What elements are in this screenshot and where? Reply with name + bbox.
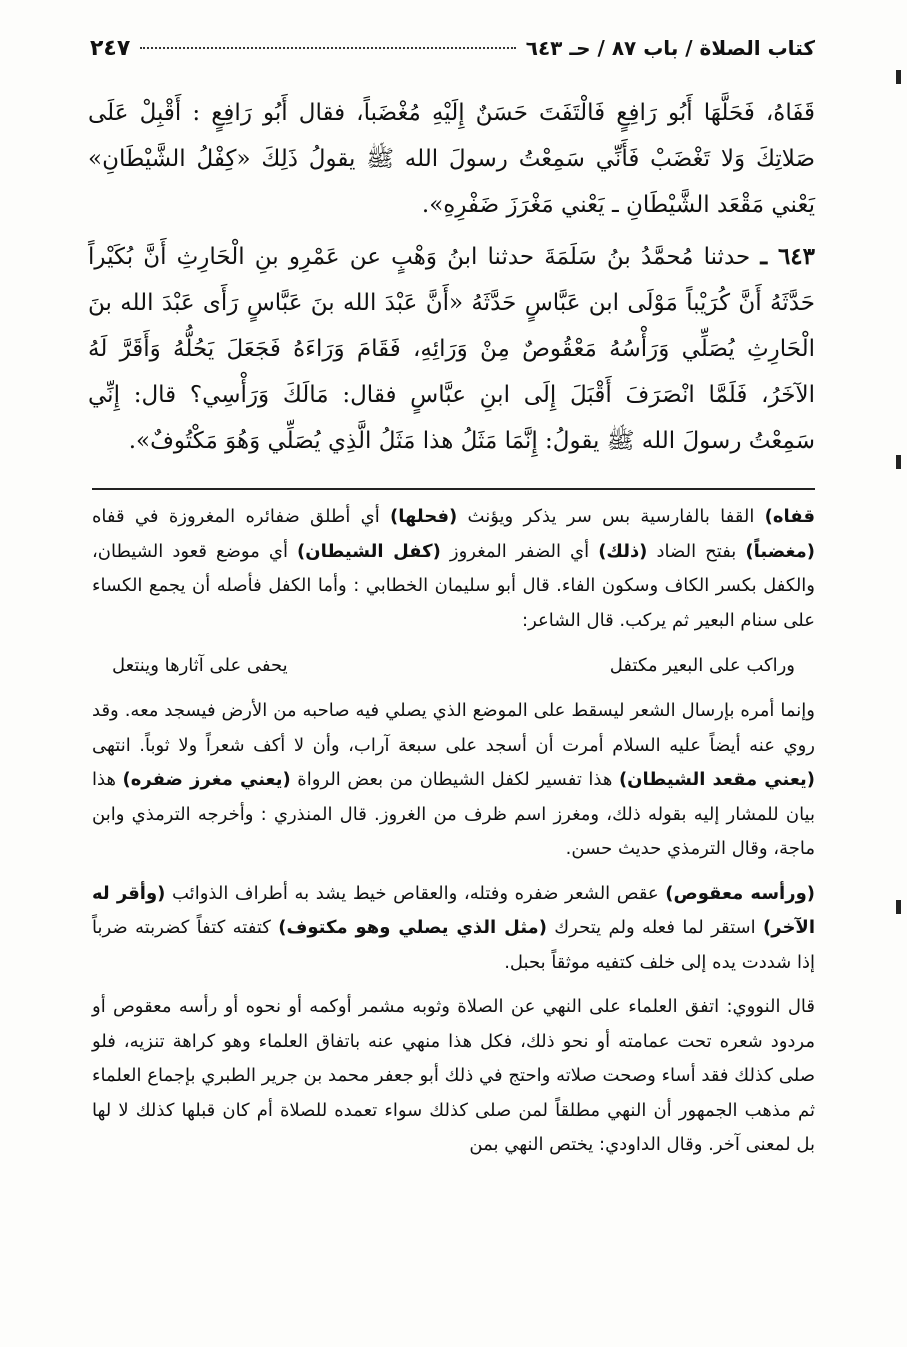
commentary-section — [92, 500, 815, 1173]
term-qafah: قفاه) — [764, 506, 815, 527]
hadith-paragraph-2 — [88, 234, 815, 464]
page-number: ٢٤٧ — [90, 35, 131, 61]
poem-verse — [92, 648, 815, 684]
commentary-text: القفا بالفارسية بس سر يذكر ويؤنث — [457, 506, 765, 527]
hadith-body: حدثنا مُحمَّدُ بنُ سَلَمَةَ حدثنا ابنُ وَهْبٍ عن عَمْرِو بنِ الْحَارِثِ أَنَّ بُكَيْراً حَدَّثَهُ أَنَّ كُرَيْباً مَوْلَى ابن عَبَّاسٍ حَدَّثَهُ «أَنَّ عَبْدَ الله بنَ عَبَّاسٍ رَأَى عَبْدَ الله بنَ الْحَارِثِ يُصَلِّي وَرَأْسُهُ مَعْقُوصٌ مِنْ وَرَائِهِ، فَقَامَ وَرَاءَهُ فَجَعَلَ يَحُلُّهُ وَأَقَرَّ لَهُ الآخَرُ، فَلَمَّا انْصَرَفَ أَقْبَلَ إِلَى ابنِ عبَّاسٍ فقال: مَالَكَ وَرَأْسِي؟ قال: إِنِّي سَمِعْتُ رسولَ الله ﷺ يقولُ: إِنَّمَا مَثَلُ هذا مَثَلُ الَّذِي يُصَلِّي وَهُوَ مَكْتُوفٌ». — [88, 244, 815, 454]
commentary-text: هذا بيان للمشار إليه بقوله ذلك، ومغرز اسم ظرف من الغروز. قال المنذري : وأخرجه الترمذي وابن ماجة، وقال الترمذي حديث حسن. — [92, 769, 815, 859]
page-header — [90, 28, 815, 68]
dotted-leader — [140, 47, 515, 49]
hadith-number: ٦٤٣ ـ — [760, 243, 816, 270]
commentary-paragraph-4: قال النووي: اتفق العلماء على النهي عن الصلاة وثوبه مشمر أوكمه أو نحوه أو رأسه معقوص أو مردود شعره تحت عمامته أو نحو ذلك، فكل هذا منهي عنه باتفاق العلماء وهو كراهة تنزيه، فلو صلى كذلك فقد أساء وصحت صلاته واحتج في ذلك أبو جعفر محمد بن جرير الطبري بإجماع العلماء ثم مذهب الجمهور أن النهي مطلقاً لمن صلى كذلك سواء تعمده للصلاة أم كان قبلها كذلك لا لها بل لمعنى آخر. وقال الداودي: يختص النهي بمن — [92, 996, 815, 1155]
commentary-paragraph-1 — [92, 500, 815, 638]
running-head: كتاب الصلاة / باب ٨٧ / حـ ٦٤٣ — [525, 36, 815, 60]
term-mathal-alladhi: (مثل الذي يصلي وهو مكتوف) — [278, 917, 547, 938]
term-kifl-al-shaytan: (كفل الشيطان) — [297, 540, 441, 562]
hadith-text — [88, 90, 815, 470]
term-maqad-al-shaytan: (يعني مقعد الشيطان) — [618, 769, 815, 790]
poem-hemistich-first: وراكب على البعير مكتفل — [609, 655, 795, 676]
commentary-text: أي الضفر المغروز — [440, 540, 599, 562]
term-aqarra-lahu: (وأقر له الآخر) — [92, 882, 815, 938]
commentary-paragraph-3 — [92, 877, 815, 981]
hadith-paragraph-1: قَفَاهُ، فَحَلَّهَا أَبُو رَافِعٍ فَالْتَفَتَ حَسَنٌ إِلَيْهِ مُغْضَباً، فقال أَبُو رَافِعٍ : أَقْبِلْ عَلَى صَلاتِكَ وَلا تَغْضَبْ فَأَنِّي سَمِعْتُ رسولَ الله ﷺ يقولُ ذَلِكَ «كِفْلُ الشَّيْطَانِ» يَعْني مَقْعَد الشَّيْطَانِ ـ يَعْني مَغْرَزَ ضَفْرِهِ». — [88, 100, 815, 218]
poem-hemistich-second: يحفى على آثارها وينتعل — [112, 655, 288, 676]
commentary-text: وإنما أمره بإرسال الشعر ليسقط على الموضع الذي يصلي فيه صاحبه من الأرض فيسجد معه. وقد روي عنه أيضاً عليه السلام أمرت أن أسجد على سبعة آراب، وأن لا أكف شعراً ولا ثوباً. انتهى — [92, 700, 815, 756]
commentary-text: كتفته كتفاً كضربته ضرباً إذا شددت يده إلى خلف كتفيه موثقاً بحبل. — [92, 917, 815, 973]
commentary-paragraph-2 — [92, 694, 815, 867]
term-dhalika: (ذلك) — [598, 540, 648, 562]
commentary-text: بفتح الضاد — [647, 540, 746, 562]
scan-edge-mark — [896, 70, 901, 84]
term-rasuhu-maqus: (ورأسه معقوص) — [665, 882, 815, 904]
commentary-text: أي موضع قعود الشيطان، والكفل بكسر الكاف وسكون الفاء. قال أبو سليمان الخطابي : وأما الكفل فأصله أن يجمع الكساء على سنام البعير ثم يركب. قال الشاعر: — [92, 540, 815, 631]
commentary-text: هذا تفسير لكفل الشيطان من بعض الرواة — [290, 769, 619, 790]
term-fahallaha: (فحلها) — [390, 506, 458, 527]
term-maghraz-dafrihi: (يعني مغرز ضفره) — [122, 769, 291, 790]
commentary-text: عقص الشعر ضفره وفتله، والعقاص خيط يشد به أطراف الذوائب — [165, 882, 666, 904]
scan-edge-mark — [896, 455, 901, 469]
footnote-divider — [92, 488, 815, 490]
commentary-text: أي أطلق ضفائره المغروزة في قفاه — [92, 506, 391, 527]
term-mughdaban: (مغضباً) — [745, 540, 815, 562]
scan-edge-mark — [896, 900, 901, 914]
commentary-text: استقر لما فعله ولم يتحرك — [546, 917, 764, 938]
